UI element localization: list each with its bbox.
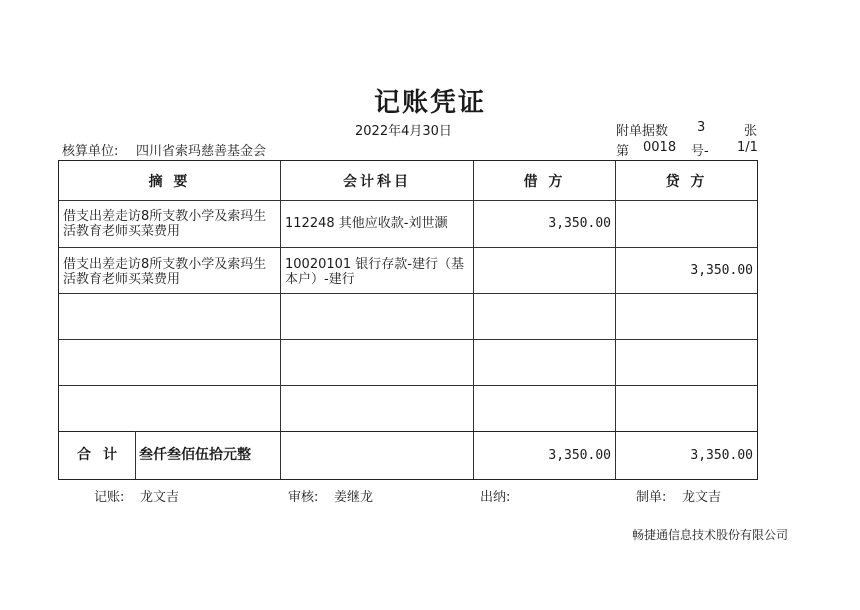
preparer-name: 龙文吉: [682, 490, 722, 505]
bookkeeper-name: 龙文吉: [140, 490, 180, 505]
voucher-page-count: 1/1: [737, 140, 758, 155]
header-summary: 摘 要: [148, 173, 191, 190]
attachments-unit: 张: [744, 124, 758, 139]
voucher-title: 记账凭证: [373, 88, 486, 118]
total-label-divider: [135, 431, 136, 479]
row-1-subject: 112248 其他应收款-刘世灏: [285, 216, 448, 231]
attachments-label: 附单据数: [616, 124, 669, 139]
header-debit: 借 方: [523, 173, 566, 190]
reviewer-label: 审核:: [288, 490, 319, 505]
reviewer-name: 姜继龙: [334, 490, 374, 505]
row-divider: [59, 385, 757, 386]
total-credit: 3,350.00: [690, 448, 753, 463]
software-company: 畅捷通信息技术股份有限公司: [632, 528, 789, 542]
row-divider: [59, 200, 757, 201]
row-divider: [59, 431, 757, 432]
header-subject: 会计科目: [343, 173, 411, 190]
cashier-label: 出纳:: [480, 490, 511, 505]
attachments-count: 3: [697, 120, 706, 135]
row-2-summary: 借支出差走访8所支教小学及索玛生活教育老师买菜费用: [63, 257, 267, 287]
accounting-unit-label: 核算单位:: [62, 144, 119, 159]
voucher-number-prefix: 第: [616, 144, 630, 159]
row-1-summary: 借支出差走访8所支教小学及索玛生活教育老师买菜费用: [63, 209, 267, 239]
accounting-unit-name: 四川省索玛慈善基金会: [136, 144, 267, 159]
row-2-credit: 3,350.00: [690, 263, 753, 278]
row-1-debit: 3,350.00: [548, 216, 611, 231]
voucher-number-suffix: 号-: [691, 144, 709, 159]
bookkeeper-label: 记账:: [94, 490, 125, 505]
preparer-label: 制单:: [636, 490, 667, 505]
total-debit: 3,350.00: [548, 448, 611, 463]
row-divider: [59, 339, 757, 340]
header-credit: 贷 方: [665, 173, 708, 190]
voucher-date: 2022年4月30日: [355, 124, 452, 139]
row-divider: [59, 293, 757, 294]
total-label: 合计: [77, 447, 129, 463]
row-2-subject: 10020101 银行存款-建行（基本户）-建行: [285, 257, 464, 287]
total-amount-in-words: 叁仟叁佰伍拾元整: [139, 447, 251, 463]
row-divider: [59, 247, 757, 248]
voucher-table: [58, 160, 758, 480]
voucher-number: 0018: [643, 140, 677, 155]
